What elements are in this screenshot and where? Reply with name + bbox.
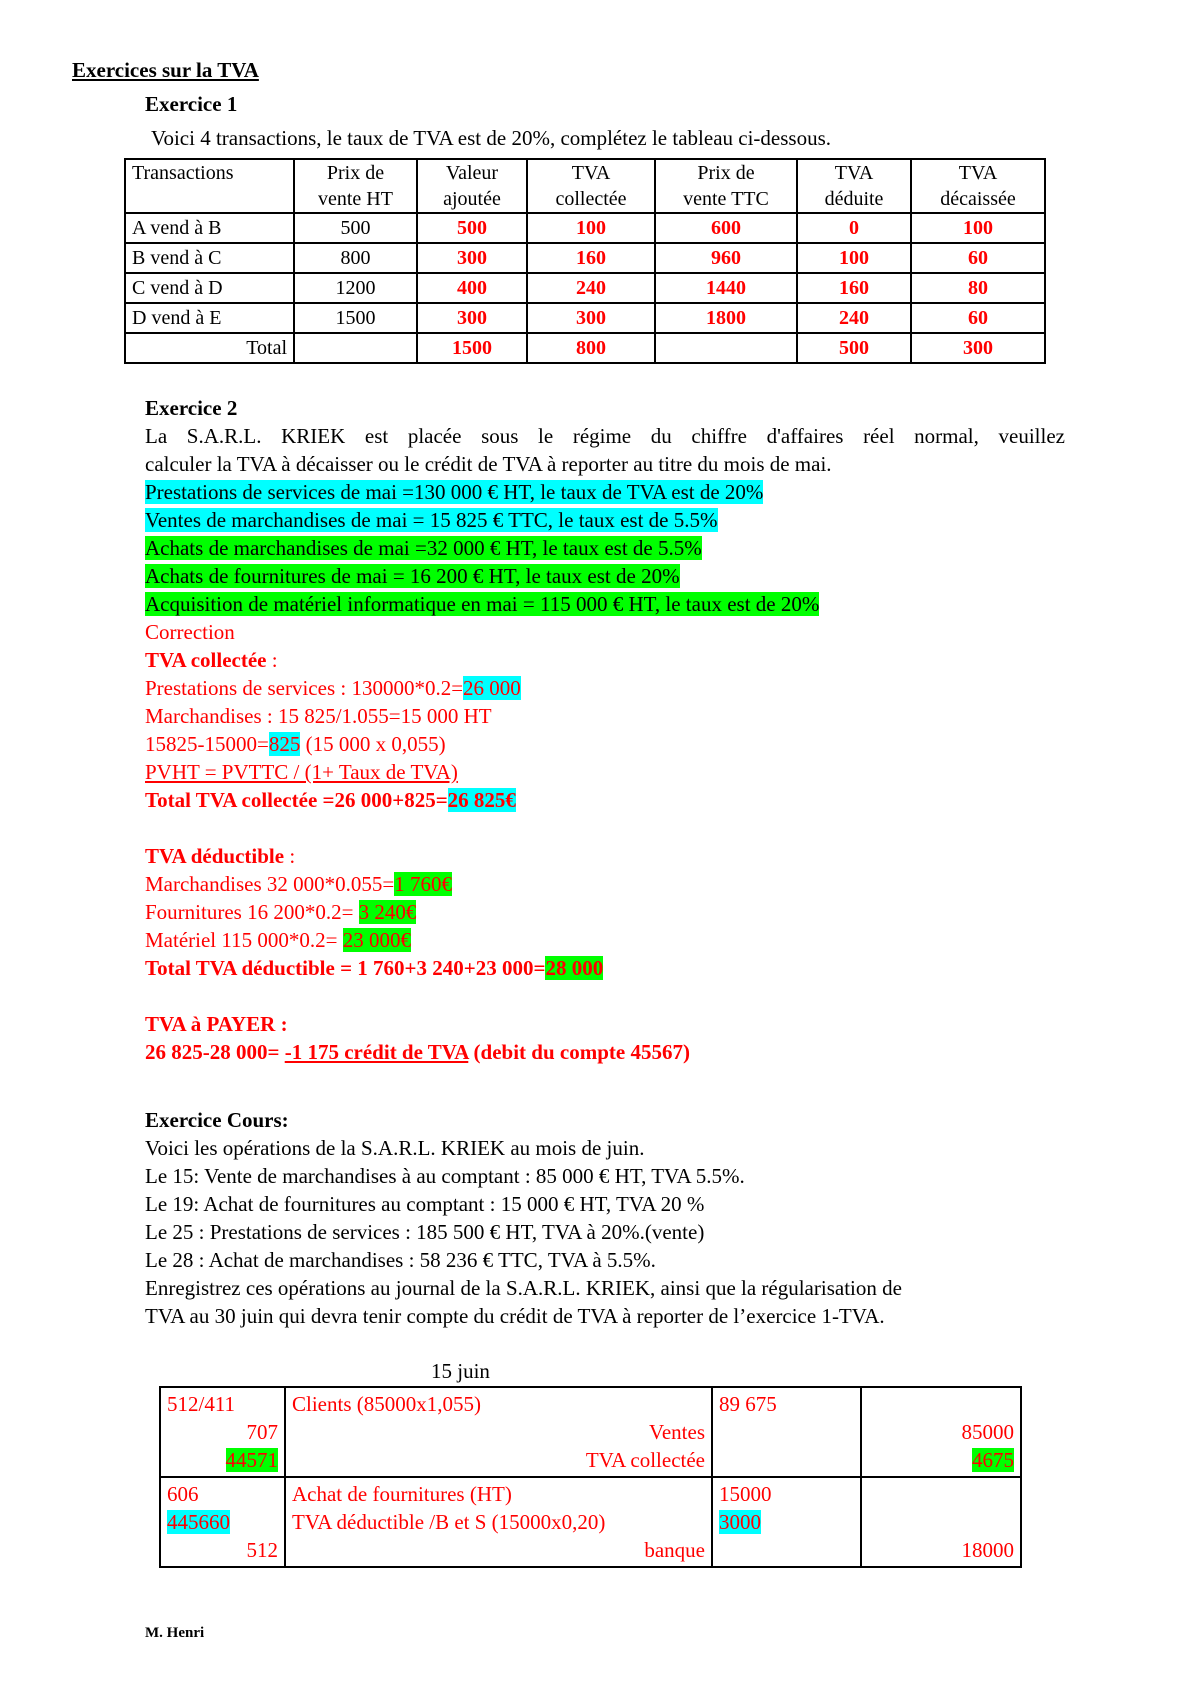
cell-tva-collectee: 100	[527, 213, 655, 243]
cell-total-tva-deduite: 500	[797, 333, 911, 363]
cell-prix-ttc: 1800	[655, 303, 797, 333]
exercise1-title: Exercice 1	[145, 92, 238, 116]
calc-ded-fournitures: Fournitures 16 200*0.2= 3 240€	[145, 900, 417, 924]
journal-labels	[285, 1387, 712, 1477]
exercise-cours-line: Voici les opérations de la S.A.R.L. KRIEK au mois de juin.	[145, 1136, 645, 1160]
journal-accounts	[160, 1387, 285, 1477]
cell-prix-ht: 800	[294, 243, 417, 273]
journal-credit	[861, 1477, 1021, 1567]
cell-tva-deduite: 160	[797, 273, 911, 303]
debit-amount: 89 675	[719, 1392, 777, 1416]
cell-tva-collectee: 240	[527, 273, 655, 303]
vat-table-header-row	[125, 159, 1045, 213]
exercise-cours-line: Le 19: Achat de fournitures au comptant : 15 000 € HT, TVA 20 %	[145, 1192, 705, 1216]
cell-prix-ht: 1200	[294, 273, 417, 303]
journal-labels	[285, 1477, 712, 1567]
highlight-green: 1 760€	[394, 872, 452, 896]
journal-accounts	[160, 1477, 285, 1567]
journal-table	[159, 1386, 1022, 1568]
table-row	[125, 303, 1045, 333]
exercise2-data-line	[145, 507, 718, 533]
cell-prix-ht: 500	[294, 213, 417, 243]
highlight-green: Achats de marchandises de mai =32 000 € HT, le taux est de 5.5%	[145, 536, 702, 560]
calc-ded-marchandises: Marchandises 32 000*0.055=1 760€	[145, 872, 452, 896]
header-prix-ttc: Prix de vente TTC	[655, 159, 797, 213]
footer-author: M. Henri	[145, 1625, 205, 1641]
correction-label: Correction	[145, 620, 235, 644]
entry-label: banque	[644, 1538, 705, 1562]
cell-transaction: B vend à C	[125, 243, 294, 273]
account-number: 445660	[167, 1510, 230, 1534]
cell-total-valeur-ajoutee: 1500	[417, 333, 527, 363]
highlight-cyan: 26 000	[463, 676, 521, 700]
calc-difference: 15825-15000=825 (15 000 x 0,055)	[145, 732, 446, 756]
tva-a-payer-heading: TVA à PAYER :	[145, 1012, 288, 1036]
cell-transaction: D vend à E	[125, 303, 294, 333]
highlight-cyan: Prestations de services de mai =130 000 € HT, le taux de TVA est de 20%	[145, 480, 764, 504]
exercise2-intro-line2: calculer la TVA à décaisser ou le crédit de TVA à reporter au titre du mois de mai.	[145, 452, 832, 476]
highlight-green: Achats de fournitures de mai = 16 200 € HT, le taux est de 20%	[145, 564, 680, 588]
cell-total-tva-decaissee: 300	[911, 333, 1045, 363]
highlight-green: 23 000€	[342, 928, 411, 952]
cell-tva-decaissee: 60	[911, 303, 1045, 333]
exercise-cours-line: Le 28 : Achat de marchandises : 58 236 € TTC, TVA à 5.5%.	[145, 1248, 656, 1272]
header-tva-deduite: TVA déduite	[797, 159, 911, 213]
exercise-cours-line: TVA au 30 juin qui devra tenir compte du crédit de TVA à reporter de l’exercice 1-TVA.	[145, 1304, 885, 1328]
exercise-cours-line: Le 15: Vente de marchandises à au comptant : 85 000 € HT, TVA 5.5%.	[145, 1164, 745, 1188]
header-prix-ht: Prix de vente HT	[294, 159, 417, 213]
exercise2-intro-line1: La S.A.R.L. KRIEK est placée sous le régime du chiffre d'affaires réel normal, veuillez	[145, 424, 1065, 448]
cell-prix-ttc: 1440	[655, 273, 797, 303]
exercise2-data-line	[145, 591, 819, 617]
cell-tva-decaissee: 80	[911, 273, 1045, 303]
exercise1-intro: Voici 4 transactions, le taux de TVA est de 20%, complétez le tableau ci-dessous.	[151, 126, 831, 150]
cell-total-prix-ttc	[655, 333, 797, 363]
cell-prix-ttc: 600	[655, 213, 797, 243]
calc-prestations: Prestations de services : 130000*0.2=26 000	[145, 676, 521, 700]
debit-amount: 3000	[719, 1510, 761, 1534]
journal-date: 15 juin	[431, 1359, 490, 1383]
credit-amount: 18000	[961, 1538, 1014, 1562]
journal-debit	[712, 1477, 861, 1567]
cell-tva-deduite: 100	[797, 243, 911, 273]
header-transactions: Transactions	[125, 159, 294, 213]
page-title: Exercices sur la TVA	[72, 58, 259, 82]
cell-valeur-ajoutee: 500	[417, 213, 527, 243]
highlight-cyan: Ventes de marchandises de mai = 15 825 € TTC, le taux est de 5.5%	[145, 508, 718, 532]
cell-valeur-ajoutee: 300	[417, 303, 527, 333]
table-row	[125, 273, 1045, 303]
account-number: 606	[167, 1482, 199, 1506]
cell-total-prix-ht	[294, 333, 417, 363]
credit-amount: 85000	[961, 1420, 1014, 1444]
credit-amount: 4675	[972, 1448, 1014, 1472]
table-row	[125, 213, 1045, 243]
journal-credit	[861, 1387, 1021, 1477]
highlight-green: 3 240€	[358, 900, 417, 924]
total-tva-deductible: Total TVA déductible = 1 760+3 240+23 000=28 000	[145, 956, 604, 980]
cell-transaction: A vend à B	[125, 213, 294, 243]
cell-tva-decaissee: 100	[911, 213, 1045, 243]
account-number: 44571	[225, 1448, 278, 1472]
exercise-cours-title: Exercice Cours:	[145, 1108, 289, 1132]
cell-valeur-ajoutee: 300	[417, 243, 527, 273]
calc-ded-materiel: Matériel 115 000*0.2= 23 000€	[145, 928, 411, 952]
cell-total-label: Total	[125, 333, 294, 363]
cell-tva-deduite: 240	[797, 303, 911, 333]
formula-pvht: PVHT = PVTTC / (1+ Taux de TVA)	[145, 760, 458, 784]
exercise2-data-line	[145, 535, 702, 561]
table-total-row	[125, 333, 1045, 363]
header-valeur-ajoutee: Valeur ajoutée	[417, 159, 527, 213]
exercise2-title: Exercice 2	[145, 396, 238, 420]
entry-label: TVA collectée	[585, 1448, 705, 1472]
entry-label: Ventes	[649, 1420, 705, 1444]
cell-total-tva-collectee: 800	[527, 333, 655, 363]
entry-label: TVA déductible /B et S (15000x0,20)	[292, 1510, 606, 1534]
journal-entry	[160, 1477, 1021, 1567]
cell-prix-ht: 1500	[294, 303, 417, 333]
cell-transaction: C vend à D	[125, 273, 294, 303]
tva-deductible-heading: TVA déductible :	[145, 844, 296, 868]
cell-tva-decaissee: 60	[911, 243, 1045, 273]
calc-marchandises: Marchandises : 15 825/1.055=15 000 HT	[145, 704, 492, 728]
cell-tva-collectee: 300	[527, 303, 655, 333]
account-number: 512/411	[167, 1392, 236, 1416]
highlight-cyan: 825	[268, 732, 301, 756]
exercise-cours-line: Le 25 : Prestations de services : 185 500 € HT, TVA à 20%.(vente)	[145, 1220, 705, 1244]
cell-tva-deduite: 0	[797, 213, 911, 243]
exercise2-data-line	[145, 563, 680, 589]
account-number: 512	[246, 1538, 278, 1562]
vat-table	[124, 158, 1046, 364]
total-tva-collectee: Total TVA collectée =26 000+825=26 825€	[145, 788, 516, 812]
tva-collectee-heading: TVA collectée :	[145, 648, 278, 672]
account-number: 707	[246, 1420, 278, 1444]
highlight-green: 28 000	[545, 956, 604, 980]
tva-a-payer-result: 26 825-28 000= -1 175 crédit de TVA (debit du compte 45567)	[145, 1040, 690, 1064]
debit-amount: 15000	[719, 1482, 772, 1506]
highlight-cyan: 26 825€	[447, 788, 516, 812]
table-row	[125, 243, 1045, 273]
highlight-green: Acquisition de matériel informatique en mai = 115 000 € HT, le taux est de 20%	[145, 592, 820, 616]
exercise2-data-line	[145, 479, 763, 505]
journal-debit	[712, 1387, 861, 1477]
journal-entry	[160, 1387, 1021, 1477]
entry-label: Clients (85000x1,055)	[292, 1392, 481, 1416]
cell-tva-collectee: 160	[527, 243, 655, 273]
cell-prix-ttc: 960	[655, 243, 797, 273]
exercise-cours-line: Enregistrez ces opérations au journal de la S.A.R.L. KRIEK, ainsi que la régularisation de	[145, 1276, 902, 1300]
entry-label: Achat de fournitures (HT)	[292, 1482, 512, 1506]
header-tva-decaissee: TVA décaissée	[911, 159, 1045, 213]
header-tva-collectee: TVA collectée	[527, 159, 655, 213]
cell-valeur-ajoutee: 400	[417, 273, 527, 303]
